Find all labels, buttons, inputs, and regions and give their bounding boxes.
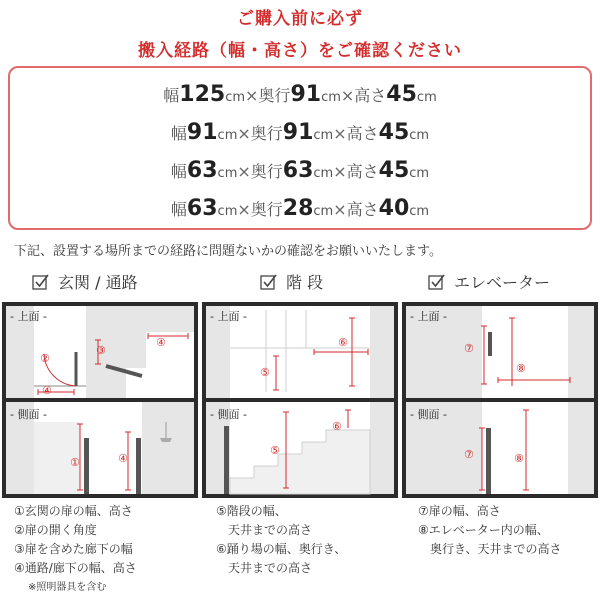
- height-label: 高さ: [346, 124, 379, 143]
- legend-item: ⑧エレベーター内の幅、: [418, 523, 549, 537]
- times-sign: ×: [333, 162, 347, 181]
- unit: cm: [409, 204, 430, 219]
- times-sign: ×: [333, 124, 347, 143]
- unit: cm: [217, 128, 238, 143]
- depth-value: 28: [282, 196, 314, 221]
- unit: cm: [313, 128, 334, 143]
- marker-7-top: ⑦: [464, 342, 474, 355]
- times-sign: ×: [237, 162, 251, 181]
- top-view-label: - 上面 -: [10, 310, 47, 323]
- check-entrance: [32, 270, 138, 293]
- legend-elevator: [418, 502, 562, 559]
- legend-item: 天井までの高さ: [216, 561, 313, 575]
- instruction-note: 下記、設置する場所までの経路に問題ないかの確認をお願いいたします。: [14, 244, 442, 259]
- checkbox-icon: [428, 273, 446, 291]
- side-view-label: - 側面 -: [10, 408, 47, 421]
- top-view-label: - 上面 -: [210, 310, 247, 323]
- checkbox-icon: [260, 273, 278, 291]
- marker-4-side: ④: [118, 452, 128, 465]
- width-value: 91: [186, 120, 218, 145]
- unit: cm: [217, 166, 238, 181]
- unit: cm: [217, 204, 238, 219]
- header-line2: 搬入経路（幅・高さ）をご確認ください: [138, 41, 462, 61]
- check-stairs: [260, 270, 323, 293]
- dimension-row: [0, 82, 600, 107]
- height-label: 高さ: [354, 86, 387, 105]
- height-label: 高さ: [346, 162, 379, 181]
- legend-item: ①玄関の扉の幅、高さ: [14, 504, 133, 518]
- marker-1-side: ①: [70, 456, 80, 469]
- width-label: 幅: [163, 86, 180, 105]
- legend-stairs: [216, 502, 346, 578]
- unit: cm: [321, 90, 341, 105]
- marker-8-side: ⑧: [514, 452, 524, 465]
- marker-5-top: ⑤: [260, 366, 270, 379]
- check-elevator: [428, 270, 550, 293]
- height-label: 高さ: [346, 200, 379, 219]
- legend-item: ②扉の開く角度: [14, 523, 97, 537]
- marker-3: ③: [96, 344, 106, 357]
- width-label: 幅: [170, 162, 187, 181]
- times-sign: ×: [237, 124, 251, 143]
- times-sign: ×: [245, 86, 259, 105]
- legend-item: ⑤階段の幅、: [216, 504, 287, 518]
- height-value: 45: [386, 82, 417, 107]
- depth-label: 奥行: [250, 162, 283, 181]
- side-view-label: - 側面 -: [210, 408, 247, 421]
- marker-2: ②: [40, 352, 50, 365]
- height-value: 45: [378, 158, 410, 183]
- legend-item: ③扉を含めた廊下の幅: [14, 542, 133, 556]
- height-value: 45: [378, 120, 410, 145]
- times-sign: ×: [237, 200, 251, 219]
- stairs-diagram: [202, 302, 398, 498]
- times-sign: ×: [333, 200, 347, 219]
- marker-6-top: ⑥: [338, 336, 348, 349]
- check-elevator-label: エレベーター: [454, 273, 551, 292]
- legend-item: 天井までの高さ: [216, 523, 313, 537]
- depth-value: 91: [290, 82, 322, 107]
- check-entrance-label: 玄関 / 通路: [58, 273, 138, 292]
- width-value: 63: [186, 196, 218, 221]
- dimension-row: [0, 158, 600, 183]
- marker-5-side: ⑤: [270, 444, 280, 457]
- unit: cm: [409, 128, 430, 143]
- times-sign: ×: [340, 86, 355, 105]
- depth-label: 奥行: [250, 124, 283, 143]
- width-value: 125: [179, 82, 226, 107]
- checkbox-icon: [32, 273, 50, 291]
- dimension-row: [0, 196, 600, 221]
- legend-item: ⑥踊り場の幅、奥行き、: [216, 542, 347, 556]
- legend-item: ④通路/廊下の幅、高さ: [14, 561, 137, 575]
- header-line1: ご購入前に必ず: [237, 9, 363, 29]
- depth-value: 63: [282, 158, 314, 183]
- legend-note: ※照明器具を含む: [28, 582, 107, 593]
- legend-entrance: [14, 502, 137, 597]
- unit: cm: [225, 90, 246, 105]
- dimension-row: [0, 120, 600, 145]
- height-value: 40: [378, 196, 410, 221]
- side-view-label: - 側面 -: [410, 408, 447, 421]
- unit: cm: [313, 166, 334, 181]
- marker-8-top: ⑧: [516, 362, 526, 375]
- width-label: 幅: [170, 200, 187, 219]
- top-view-label: - 上面 -: [410, 310, 447, 323]
- width-value: 63: [186, 158, 218, 183]
- unit: cm: [416, 90, 437, 105]
- marker-7-side: ⑦: [464, 448, 474, 461]
- marker-6-side: ⑥: [332, 420, 342, 433]
- check-stairs-label: 階 段: [286, 273, 324, 292]
- marker-4-top: ④: [156, 336, 166, 349]
- depth-value: 91: [282, 120, 314, 145]
- legend-item: 奥行き、天井までの高さ: [418, 542, 562, 556]
- entrance-diagram: [2, 302, 198, 498]
- unit: cm: [313, 204, 334, 219]
- depth-label: 奥行: [250, 200, 283, 219]
- width-label: 幅: [170, 124, 187, 143]
- elevator-diagram: [402, 302, 598, 498]
- depth-label: 奥行: [258, 86, 291, 105]
- unit: cm: [409, 166, 430, 181]
- marker-4-bottom: ④: [42, 384, 52, 397]
- legend-item: ⑦扉の幅、高さ: [418, 504, 501, 518]
